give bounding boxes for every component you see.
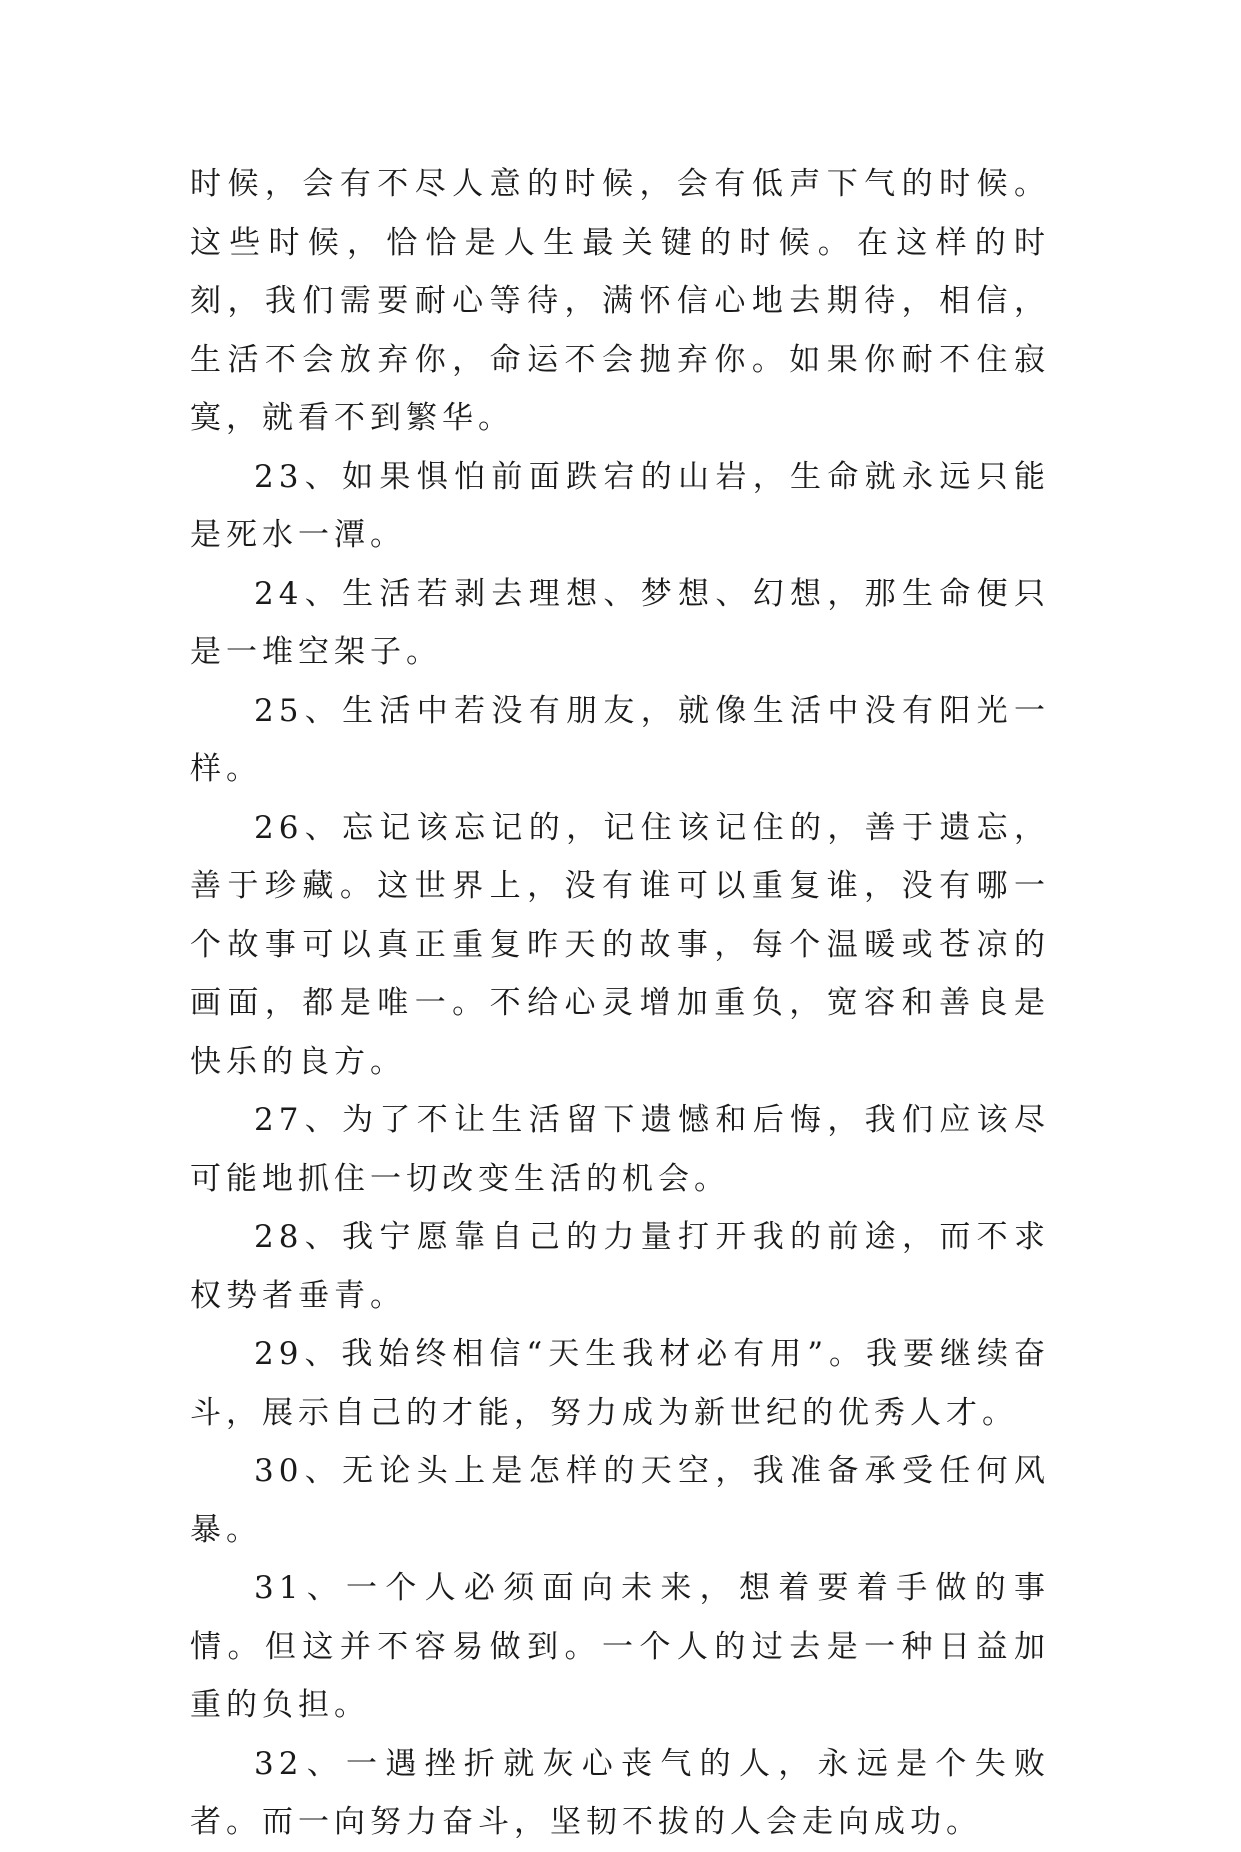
paragraph-24: 24、生活若剥去理想、梦想、幻想，那生命便只是一堆空架子。 xyxy=(190,575,1050,670)
paragraph-30: 30、无论头上是怎样的天空，我准备承受任何风暴。 xyxy=(190,1453,1050,1548)
paragraph-31: 31、一个人必须面向未来，想着要着手做的事情。但这并不容易做到。一个人的过去是一种日益加重的负担。 xyxy=(190,1570,1050,1723)
paragraph-25: 25、生活中若没有朋友，就像生活中没有阳光一样。 xyxy=(190,692,1050,787)
paragraph-23: 23、如果惧怕前面跌宕的山岩，生命就永远只能是死水一潭。 xyxy=(190,458,1050,553)
paragraph-32: 32、一遇挫折就灰心丧气的人，永远是个失败者。而一向努力奋斗，坚韧不拔的人会走向成功。 xyxy=(190,1745,1050,1840)
paragraph-28: 28、我宁愿靠自己的力量打开我的前途，而不求权势者垂青。 xyxy=(190,1219,1050,1314)
document-body xyxy=(190,155,1050,1852)
paragraph-continuation: 时候，会有不尽人意的时候，会有低声下气的时候。这些时候，恰恰是人生最关键的时候。在这样的时刻，我们需要耐心等待，满怀信心地去期待，相信，生活不会放弃你，命运不会抛弃你。如果你耐不住寂寞，就看不到繁华。 xyxy=(190,166,1050,436)
paragraph-26: 26、忘记该忘记的，记住该记住的，善于遗忘，善于珍藏。这世界上，没有谁可以重复谁，没有哪一个故事可以真正重复昨天的故事，每个温暖或苍凉的画面，都是唯一。不给心灵增加重负，宽容和善良是快乐的良方。 xyxy=(190,809,1050,1080)
paragraph-27: 27、为了不让生活留下遗憾和后悔，我们应该尽可能地抓住一切改变生活的机会。 xyxy=(190,1102,1050,1197)
paragraph-29: 29、我始终相信“天生我材必有用”。我要继续奋斗，展示自己的才能，努力成为新世纪的优秀人才。 xyxy=(190,1336,1050,1431)
